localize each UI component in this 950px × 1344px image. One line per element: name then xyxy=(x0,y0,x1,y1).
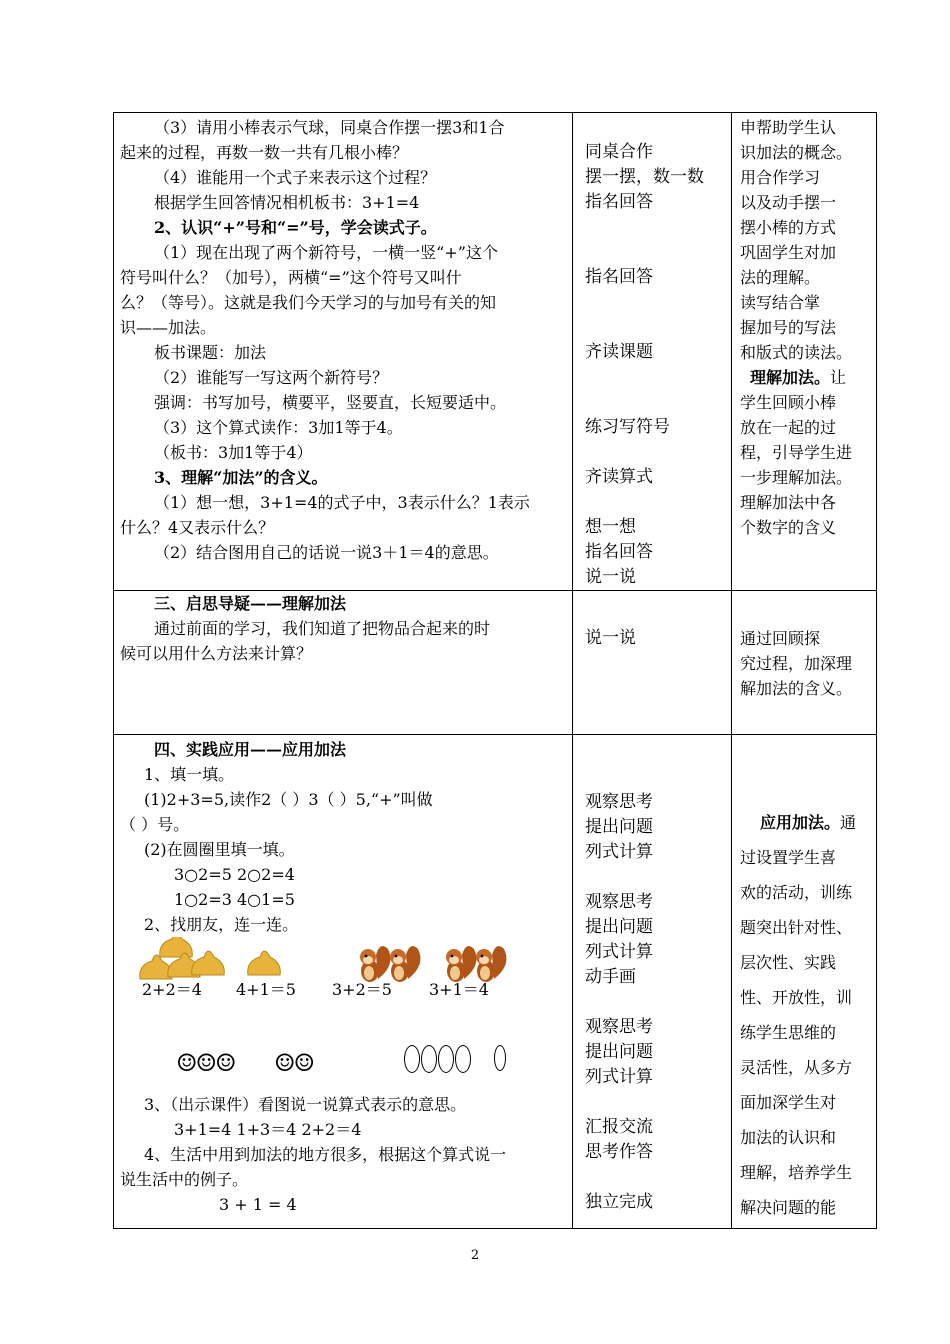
student-activity-cell xyxy=(573,735,732,1229)
text-line: 识——加法。 xyxy=(120,318,217,337)
page-number: 2 xyxy=(470,1248,480,1263)
text-line: 符号叫什么？（加号），两横“=”这个符号又叫什 xyxy=(120,268,462,287)
emphasis-text: 理解加法。 xyxy=(750,368,831,387)
text-line: 握加号的写法 xyxy=(740,318,837,337)
nut-icon xyxy=(192,951,225,975)
text-line xyxy=(732,601,876,626)
text-line: 3+1=4 1+3＝4 2+2＝4 xyxy=(174,1120,362,1139)
text-fragment: 让 xyxy=(830,368,847,387)
text-line: 提出问题 xyxy=(585,1042,653,1062)
smiley-faces-icon: ☺☺☺ xyxy=(176,1049,235,1077)
text-fragment: 通 xyxy=(840,813,857,832)
text-line xyxy=(573,865,731,890)
text-line xyxy=(573,440,731,465)
text-line xyxy=(573,365,731,390)
text-line: 练学生思维的 xyxy=(740,1023,837,1042)
emphasis-text: 应用加法。 xyxy=(760,813,841,832)
text-line: 巩固学生对加 xyxy=(740,243,837,262)
text-line: （2）结合图用自己的话说一说3＋1＝4的意思。 xyxy=(154,543,499,562)
text-line: 说一说 xyxy=(585,628,636,648)
matching-pictures xyxy=(114,937,572,1092)
smiley-faces-icon: ☺☺ xyxy=(274,1049,314,1077)
text-line: （板书：3加1等于4） xyxy=(154,443,313,462)
text-line: 摆一摆，数一数 xyxy=(585,167,704,187)
oval-shape-icon xyxy=(494,1045,506,1071)
equation-label: 3+1＝4 xyxy=(429,980,489,999)
text-line xyxy=(573,215,731,240)
text-line: 申帮助学生认 xyxy=(740,118,837,137)
text-line: 解加法的含义。 xyxy=(740,679,853,698)
text-line: （3）请用小棒表示气球，同桌合作摆一摆3和1合 xyxy=(154,118,505,137)
text-line: 强调：书写加号，横要平，竖要直，长短要适中。 xyxy=(154,393,507,412)
text-line xyxy=(573,115,731,140)
text-line xyxy=(573,601,731,626)
text-line: 通过前面的学习，我们知道了把物品合起来的时 xyxy=(154,619,491,638)
text-line: （4）谁能用一个式子来表示这个过程？ xyxy=(154,168,437,187)
nut-icon xyxy=(248,951,281,975)
text-line: 提出问题 xyxy=(585,817,653,837)
text-line: 性、开放性，训 xyxy=(740,988,853,1007)
oval-shapes-icon xyxy=(404,1045,472,1073)
text-line: 2、找朋友，连一连。 xyxy=(144,915,299,934)
text-line: 四、实践应用——应用加法 xyxy=(154,740,347,759)
text-line: 欢的活动，训练 xyxy=(740,883,853,902)
text-line: 同桌合作 xyxy=(585,142,653,162)
student-activity-cell xyxy=(573,591,732,735)
text-line: 面加深学生对 xyxy=(740,1093,837,1112)
teaching-process-cell xyxy=(114,591,573,735)
teaching-process-cell xyxy=(114,113,573,591)
text-line: 放在一起的过 xyxy=(740,418,837,437)
equation-label: 3+2＝5 xyxy=(332,980,392,999)
text-line: 理解，培养学生 xyxy=(740,1163,853,1182)
lesson-plan-table xyxy=(113,112,877,1229)
text-line: 提出问题 xyxy=(585,917,653,937)
text-line: 2、认识“+”号和“=”号，学会读式子。 xyxy=(154,218,437,237)
text-line: 1、填一填。 xyxy=(144,765,235,784)
table-row xyxy=(114,113,877,591)
text-line: 三、启思导疑——理解加法 xyxy=(154,594,347,613)
design-intent-cell xyxy=(732,113,877,591)
text-line: 齐读课题 xyxy=(585,342,653,362)
text-line: 练习写符号 xyxy=(585,417,670,437)
equation-label: 4+1＝5 xyxy=(236,980,296,999)
text-line: 想一想 xyxy=(585,517,636,537)
student-activity-cell xyxy=(573,113,732,591)
text-line: 3、理解“加法”的含义。 xyxy=(154,468,328,487)
nut-icon xyxy=(160,937,193,957)
design-intent-cell xyxy=(732,735,877,1229)
text-line: 指名回答 xyxy=(585,192,653,212)
text-line: 列式计算 xyxy=(585,842,653,862)
text-line xyxy=(573,990,731,1015)
design-intent-cell xyxy=(732,591,877,735)
text-line: 观察思考 xyxy=(585,892,653,912)
text-line: 一步理解加法。 xyxy=(740,468,853,487)
text-line xyxy=(573,1165,731,1190)
text-line: 灵活性，从多方 xyxy=(740,1058,853,1077)
text-line: 读写结合掌 xyxy=(740,293,821,312)
text-line: 用合作学习 xyxy=(740,168,821,187)
text-line: 3○2=5 2○2=4 xyxy=(174,865,295,884)
text-line: 指名回答 xyxy=(585,542,653,562)
text-line: 动手画 xyxy=(585,967,636,987)
text-line: 起来的过程，再数一数一共有几根小棒？ xyxy=(120,143,409,162)
text-line: 4、生活中用到加法的地方很多，根据这个算式说一 xyxy=(144,1145,507,1164)
text-line: 指名回答 xyxy=(585,267,653,287)
text-line xyxy=(732,805,876,840)
text-line: 观察思考 xyxy=(585,792,653,812)
text-line xyxy=(573,740,731,765)
text-line: 1○2=3 4○1=5 xyxy=(174,890,295,909)
text-line: 3、（出示课件）看图说一说算式表示的意思。 xyxy=(144,1095,467,1114)
squirrel-icon xyxy=(390,946,420,982)
text-line: 观察思考 xyxy=(585,1017,653,1037)
text-line: 题突出针对性、 xyxy=(740,918,853,937)
text-line: 汇报交流 xyxy=(585,1117,653,1137)
text-line: 列式计算 xyxy=(585,1067,653,1087)
text-line: 什么？4又表示什么？ xyxy=(120,518,275,537)
text-line: 板书课题：加法 xyxy=(154,343,267,362)
text-line: （3）这个算式读作：3加1等于4。 xyxy=(154,418,403,437)
text-line: (1)2+3=5,读作2（ ）3（ ）5,“+”叫做 xyxy=(144,790,433,809)
text-line: 列式计算 xyxy=(585,942,653,962)
text-line: 加法的认识和 xyxy=(740,1128,837,1147)
text-line: 过设置学生喜 xyxy=(740,848,837,867)
text-line: 法的理解。 xyxy=(740,268,821,287)
text-line: 说一说 xyxy=(585,567,636,587)
text-line: 通过回顾探 xyxy=(740,629,821,648)
text-line: 以及动手摆一 xyxy=(740,193,837,212)
text-line: 摆小棒的方式 xyxy=(740,218,837,237)
equation-label: 2+2＝4 xyxy=(142,980,202,999)
text-line: 3 + 1 = 4 xyxy=(219,1195,297,1214)
text-line xyxy=(573,490,731,515)
text-line: （1）想一想，3+1=4的式子中，3表示什么？1表示 xyxy=(154,493,530,512)
table-row xyxy=(114,735,877,1229)
text-line: 学生回顾小棒 xyxy=(740,393,837,412)
text-line: 层次性、实践 xyxy=(740,953,837,972)
text-line xyxy=(573,1090,731,1115)
text-line: 程，引导学生进 xyxy=(740,443,853,462)
text-line: 独立完成 xyxy=(585,1192,653,1212)
text-line: 个数字的含义 xyxy=(740,518,837,537)
text-line: （ ）号。 xyxy=(120,815,190,834)
text-line: 究过程，加深理 xyxy=(740,654,853,673)
text-line: 解决问题的能 xyxy=(740,1198,837,1217)
text-line: 思考作答 xyxy=(585,1142,653,1162)
text-line xyxy=(732,365,876,390)
table-row xyxy=(114,591,877,735)
text-line: (2)在圆圈里填一填。 xyxy=(144,840,295,859)
text-line: 识加法的概念。 xyxy=(740,143,853,162)
text-line xyxy=(573,765,731,790)
text-line: 么？（等号）。这就是我们今天学习的与加号有关的知 xyxy=(120,293,497,312)
text-line: （2）谁能写一写这两个新符号？ xyxy=(154,368,389,387)
text-line: 齐读算式 xyxy=(585,467,653,487)
teaching-process-cell xyxy=(114,735,573,1229)
text-line xyxy=(573,290,731,315)
text-line: 候可以用什么方法来计算？ xyxy=(120,644,313,663)
text-line: （1）现在出现了两个新符号，一横一竖“+”这个 xyxy=(154,243,498,262)
text-line xyxy=(573,390,731,415)
text-line: 说生活中的例子。 xyxy=(120,1170,249,1189)
text-line: 和版式的读法。 xyxy=(740,343,853,362)
text-line: 理解加法中各 xyxy=(740,493,837,512)
text-line xyxy=(573,315,731,340)
text-line: 根据学生回答情况相机板书：3+1=4 xyxy=(154,193,420,212)
text-line xyxy=(573,240,731,265)
